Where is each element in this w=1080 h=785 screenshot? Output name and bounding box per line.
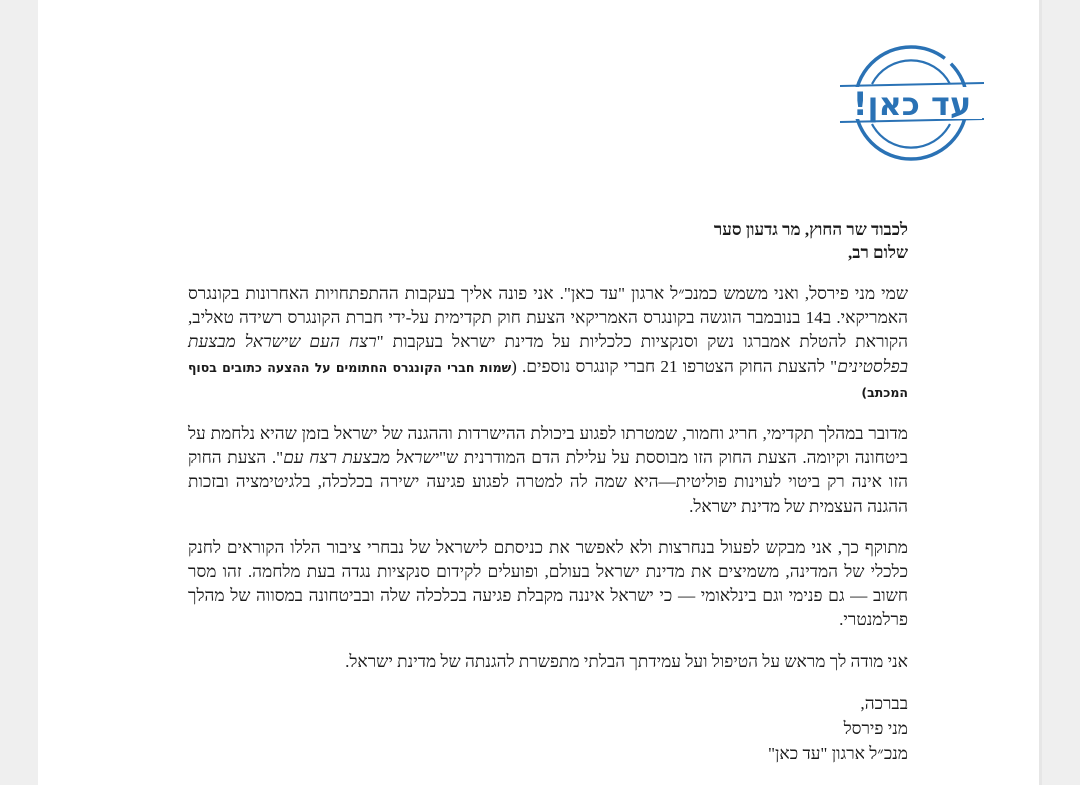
stamp-logo-icon [834,42,988,164]
paragraph-text: מדובר במהלך תקדימי, חריג וחמור, שמטרתו לפגוע ביכולת ההישרדות וההגנה של ישראל בזמן שהיא נלחמת על ביטחונה וקיומה. הצעת החוק הזו מבוססת על עלילת הדם המודרנית ש" [188,424,908,468]
paragraph-4: אני מודה לך מראש על הטיפול ועל עמידתך הבלתי מתפשרת להגנתה של מדינת ישראל. [345,651,908,671]
paragraph-text: שמי מני פירסל, ואני משמש כמנכ״ל ארגון "עד כאן". אני פונה אליך בעקבות ההתפתחויות האחרונות בקונגרס האמריקאי. ב14 בנובמבר הוגשה בקונגרס האמריקאי הצעת חוק תקדימית על-ידי חברת הקונגרס רשידה טאליב, הקוראת להטלת אמברגו נשק וסנקציות כלכליות על מדינת ישראל בעקבות " [188,284,909,352]
signer-name: מני פירסל [843,718,908,738]
paragraph-text: " להצעת החוק הצטרפו 21 חברי קונגרס נוספים. ( [511,356,838,376]
quoted-phrase: ישראל מבצעת רצח עם [283,448,440,468]
paragraph-3: מתוקף כך, אני מבקש לפעול בנחרצות ולא לאפשר את כניסתם לישראל של נבחרי ציבור הללו הקוראים לחנק כלכלי של המדינה, משמיצים את מדינת ישראל בעולם, ופועלים לקידום סנקציות נגדה בעת מלחמה. זהו מסר חשוב — גם פנימי וגם בינלאומי — כי ישראל איננה מקבלת פגיעה בכלכלה שלה ובביטחונה במסווה של מהלך פרלמנטרי. [188,537,908,630]
signer-title: מנכ״ל ארגון "עד כאן" [768,743,908,763]
letter-body [188,218,908,766]
salutation: לכבוד שר החוץ, מר גדעון סער [713,220,908,239]
paragraph-2 [188,422,908,519]
document-page [38,0,1042,785]
paragraph-1 [188,282,908,405]
greeting: שלום רב, [848,243,908,262]
svg-text:עד כאן!: עד כאן! [852,85,972,123]
quoted-phrase: רצח העם שישראל מבצעת בפלסטינים [188,332,909,376]
paragraph-text: ". הצעת החוק הזו אינה רק ביטוי לעוינות פוליטית—היא שמה לה למטרה לפגוע פגיעה ישירה בכלכלה, בלגיטימציה ובזכות ההגנה העצמית של מדינת ישראל. [188,448,908,516]
footnote-text: שמות חברי הקונגרס החתומים על ההצעה כתובים בסוף המכתב) [188,359,908,400]
closing: בברכה, [860,693,908,713]
